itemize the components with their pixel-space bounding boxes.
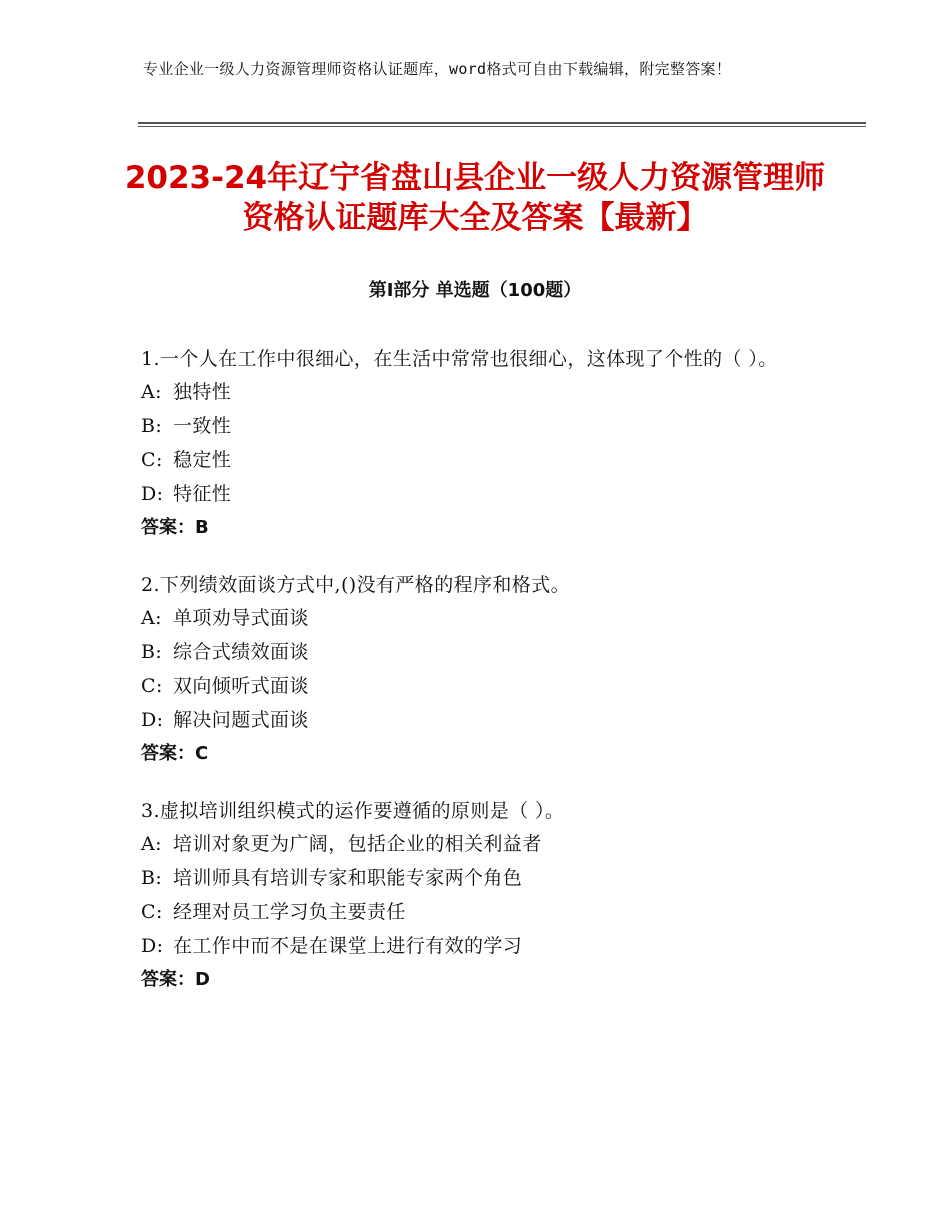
option-a bbox=[141, 601, 806, 635]
option-a bbox=[141, 827, 806, 861]
answer-prefix: 答案： bbox=[141, 743, 195, 764]
question-item bbox=[141, 343, 806, 545]
option-d bbox=[141, 703, 806, 737]
answer-line bbox=[141, 737, 806, 771]
option-letter: C: bbox=[141, 675, 163, 697]
option-letter: D: bbox=[141, 483, 164, 505]
option-text: 一致性 bbox=[173, 415, 232, 437]
answer-line bbox=[141, 963, 806, 997]
answer-line bbox=[141, 511, 806, 545]
option-letter: B: bbox=[141, 641, 163, 663]
question-stem: 3.虚拟培训组织模式的运作要遵循的原则是（ ）。 bbox=[141, 800, 565, 822]
option-text: 综合式绩效面谈 bbox=[173, 641, 309, 663]
option-letter: C: bbox=[141, 449, 163, 471]
option-letter: B: bbox=[141, 415, 163, 437]
answer-prefix: 答案： bbox=[141, 517, 195, 538]
question-stem: 1.一个人在工作中很细心，在生活中常常也很细心，这体现了个性的（ ）。 bbox=[141, 348, 778, 370]
option-letter: A: bbox=[141, 381, 162, 403]
option-b bbox=[141, 635, 806, 669]
question-stem: 2.下列绩效面谈方式中,()没有严格的程序和格式。 bbox=[141, 574, 570, 596]
option-text: 双向倾听式面谈 bbox=[173, 675, 309, 697]
option-a bbox=[141, 375, 806, 409]
section-title: 第Ⅰ部分 单选题（100题） bbox=[368, 280, 582, 301]
header-rule-thin bbox=[138, 126, 866, 127]
option-b bbox=[141, 409, 806, 443]
option-letter: B: bbox=[141, 867, 163, 889]
option-letter: D: bbox=[141, 935, 164, 957]
option-text: 培训师具有培训专家和职能专家两个角色 bbox=[173, 867, 523, 889]
option-c bbox=[141, 895, 806, 929]
document-title: 2023-24年辽宁省盘山县企业一级人力资源管理师资格认证题库大全及答案【最新】 bbox=[124, 160, 826, 236]
option-text: 单项劝导式面谈 bbox=[173, 607, 309, 629]
question-item bbox=[141, 795, 806, 997]
option-b bbox=[141, 861, 806, 895]
option-text: 培训对象更为广阔，包括企业的相关利益者 bbox=[173, 833, 542, 855]
answer-value: B bbox=[195, 517, 209, 538]
option-text: 在工作中而不是在课堂上进行有效的学习 bbox=[173, 935, 523, 957]
option-text: 解决问题式面谈 bbox=[173, 709, 309, 731]
option-text: 稳定性 bbox=[173, 449, 232, 471]
option-text: 特征性 bbox=[173, 483, 232, 505]
option-letter: D: bbox=[141, 709, 164, 731]
header-rule-thick bbox=[138, 122, 866, 124]
answer-value: D bbox=[195, 969, 210, 990]
option-d bbox=[141, 929, 806, 963]
option-letter: A: bbox=[141, 833, 162, 855]
header-note: 专业企业一级人力资源管理师资格认证题库，word格式可自由下载编辑，附完整答案！ bbox=[143, 60, 732, 78]
answer-prefix: 答案： bbox=[141, 969, 195, 990]
option-c bbox=[141, 669, 806, 703]
question-item bbox=[141, 569, 806, 771]
option-text: 独特性 bbox=[173, 381, 232, 403]
option-letter: A: bbox=[141, 607, 162, 629]
option-text: 经理对员工学习负主要责任 bbox=[173, 901, 406, 923]
answer-value: C bbox=[195, 743, 209, 764]
option-c bbox=[141, 443, 806, 477]
option-d bbox=[141, 477, 806, 511]
question-list bbox=[141, 343, 806, 1021]
option-letter: C: bbox=[141, 901, 163, 923]
